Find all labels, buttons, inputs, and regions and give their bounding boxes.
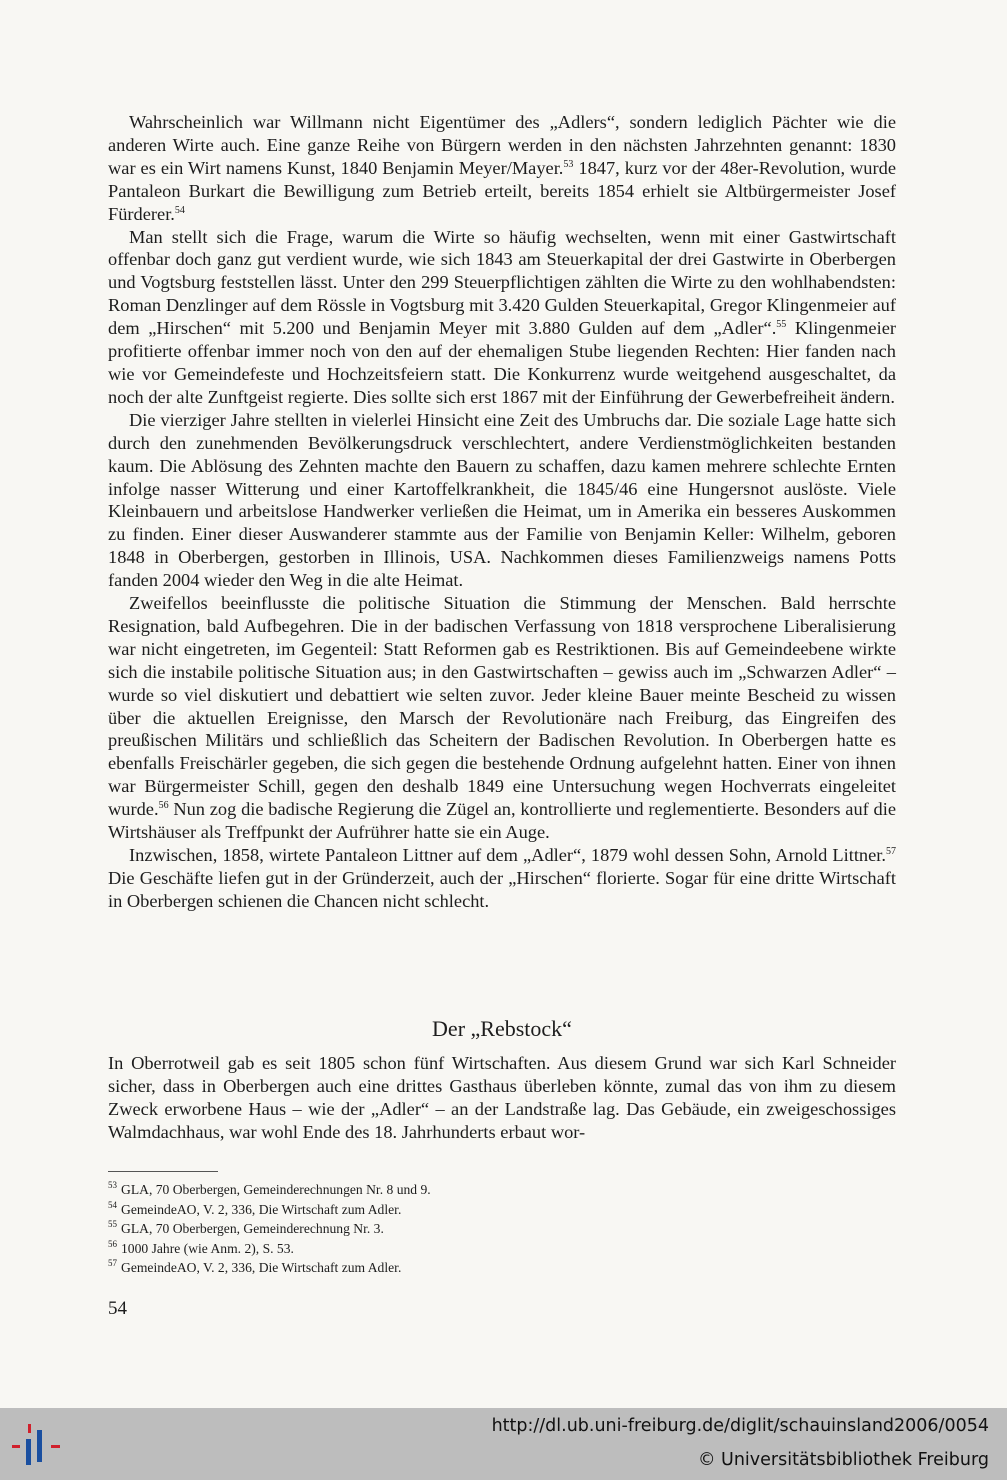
body-text [108,111,896,913]
paragraph: In Oberrotweil gab es seit 1805 schon fünf Wirtschaften. Aus diesem Grund war sich Karl Schneider sicher, dass in Oberbergen auch eine drittes Gasthaus überleben könnte, zumal das von ihm zu diesem Zweck erworbene Haus – wie der „Adler“ – an der Landstraße lag. Das Gebäude, ein zweigeschossiges Walmdachhaus, war wohl Ende des 18. Jahrhunderts erbaut wor- [108,1053,896,1142]
paragraph: Zweifellos beeinflusste die politische Situation die Stimmung der Menschen. Bald herrschte Resignation, bald Aufbegehren. Die in der badischen Verfassung von 1818 versprochene Liberalisierung war nicht eingetreten, im Gegenteil: Statt Reformen gab es Restriktionen. Bis auf Gemeindeebene wirkte sich die instabile politische Situation aus; in den Gastwirtschaften – gewiss auch im „Schwarzen Adler“ – wurde so viel diskutiert und debattiert wie selten zuvor. Jeder kleine Bauer meinte Bescheid zu wissen über die aktuellen Ereignisse, den Marsch der Revolutionäre nach Freiburg, das Eingreifen des preußischen Militärs und schließlich das Scheitern der Badischen Revolution. In Oberbergen hatte es ebenfalls Freischärler gegeben, die sich gegen die bestehende Ordnung aufgelehnt hatten. Einer von ihnen war Bürgermeister Schill, gegen den deshalb 1849 eine Untersuchung wegen Hochverrats eingeleitet wurde.$^{56}$ Nun zog die badische Regierung die Zügel an, kontrollierte und reglementierte. Besonders auf die Wirtshäuser als Treffpunkt der Aufrührer hatte sie ein Auge. [108,593,896,843]
paragraph: Inzwischen, 1858, wirtete Pantaleon Littner auf dem „Adler“, 1879 wohl dessen Sohn, Arnold Littner.$^{57}$ Die Geschäfte liefen gut in der Gründerzeit, auch der „Hirschen“ florierte. Sogar für eine dritte Wirtschaft in Oberbergen schienen die Chancen nicht schlecht. [108,845,896,911]
footnote-ref: 54 [174,204,185,216]
ub-freiburg-logo-icon [6,1416,64,1474]
paragraph: Wahrscheinlich war Willmann nicht Eigentümer des „Adlers“, sondern lediglich Pächter wie die anderen Wirte auch. Eine ganze Reihe von Bürgern werden in den nächsten Jahrzehnten genannt: 1830 war es ein Wirt namens Kunst, 1840 Benjamin Meyer/Mayer.$^{53}$ 1847, kurz vor der 48er-Revolution, wurde Pantaleon Burkart die Bewilligung zum Betrieb erteilt, bereits 1854 erhielt sie Altbürgermeister Josef Fürderer.$^{54}$ [108,112,896,224]
footnote-divider [108,1171,218,1172]
permalink-url[interactable]: http://dl.ub.uni-freiburg.de/diglit/schauinsland2006/0054 [491,1416,989,1436]
footnote: $^{55}$ GLA, 70 Oberbergen, Gemeinderechnung Nr. 3. [108,1219,384,1236]
footnote: $^{54}$ GemeindeAO, V. 2, 336, Die Wirtschaft zum Adler. [108,1199,402,1217]
library-footer [0,1408,1007,1480]
footnote-ref: 57 [886,845,896,857]
section-text [108,1052,896,1144]
footnote: $^{53}$ GLA, 70 Oberbergen, Gemeinderechnungen Nr. 8 und 9. [108,1180,431,1197]
paragraph: Man stellt sich die Frage, warum die Wirte so häufig wechselten, wenn mit einer Gastwirtschaft offenbar doch ganz gut verdient wurde, wie sich 1843 am Steuerkapital der drei Gastwirte in Oberbergen und Vogtsburg feststellen lässt. Unter den 299 Steuerpflichtigen zählten die Wirte zu den wohlhabendsten: Roman Denzlinger auf dem Rössle in Vogtsburg mit 3.420 Gulden Steuerkapital, Gregor Klingenmeier auf dem „Hirschen“ mit 5.200 und Benjamin Meyer mit 3.880 Gulden auf dem „Adler“.$^{55}$ Klingenmeier profitierte offenbar immer noch von den auf der ehemaligen Stube liegenden Rechten: Hier fanden nach wie vor Gemeindefeste und Hochzeitsfeiern statt. Die Konkurrenz wurde weitgehend ausgeschaltet, da noch der alte Zunftgeist regierte. Dies sollte sich erst 1867 mit der Einführung der Gewerbefreiheit ändern. [108,226,896,407]
copyright-text: © Universitätsbibliothek Freiburg [697,1450,989,1470]
section-heading: Der „Rebstock“ [432,1016,572,1041]
footnotes [108,1180,808,1278]
footnote-ref: 53 [563,158,574,170]
footnote-ref: 56 [158,800,169,812]
paragraph: Die vierziger Jahre stellten in vielerlei Hinsicht eine Zeit des Umbruchs dar. Die soziale Lage hatte sich durch den zunehmenden Bevölkerungsdruck verschlechtert, andere Verdienstmöglichkeiten bestanden kaum. Die Ablösung des Zehnten machte den Bauern zu schaffen, dazu kamen mehrere schlechte Ernten infolge nasser Witterung und einer Kartoffelkrankheit, die 1845/46 eine Hungersnot auslöste. Viele Kleinbauern und arbeitslose Handwerker verließen die Heimat, um in Amerika ein besseres Auskommen zu finden. Einer dieser Auswanderer stammte aus der Familie von Benjamin Keller: Wilhelm, geboren 1848 in Oberbergen, gestorben in Illinois, USA. Nachkommen dieses Familienzweigs namens Potts fanden 2004 wieder den Weg in die alte Heimat. [108,409,896,591]
footnote: $^{57}$ GemeindeAO, V. 2, 336, Die Wirtschaft zum Adler. [108,1258,402,1275]
page-number: 54 [108,1298,127,1319]
footnote-ref: 55 [776,319,787,331]
footnote: $^{56}$ 1000 Jahre (wie Anm. 2), S. 53. [108,1238,294,1256]
